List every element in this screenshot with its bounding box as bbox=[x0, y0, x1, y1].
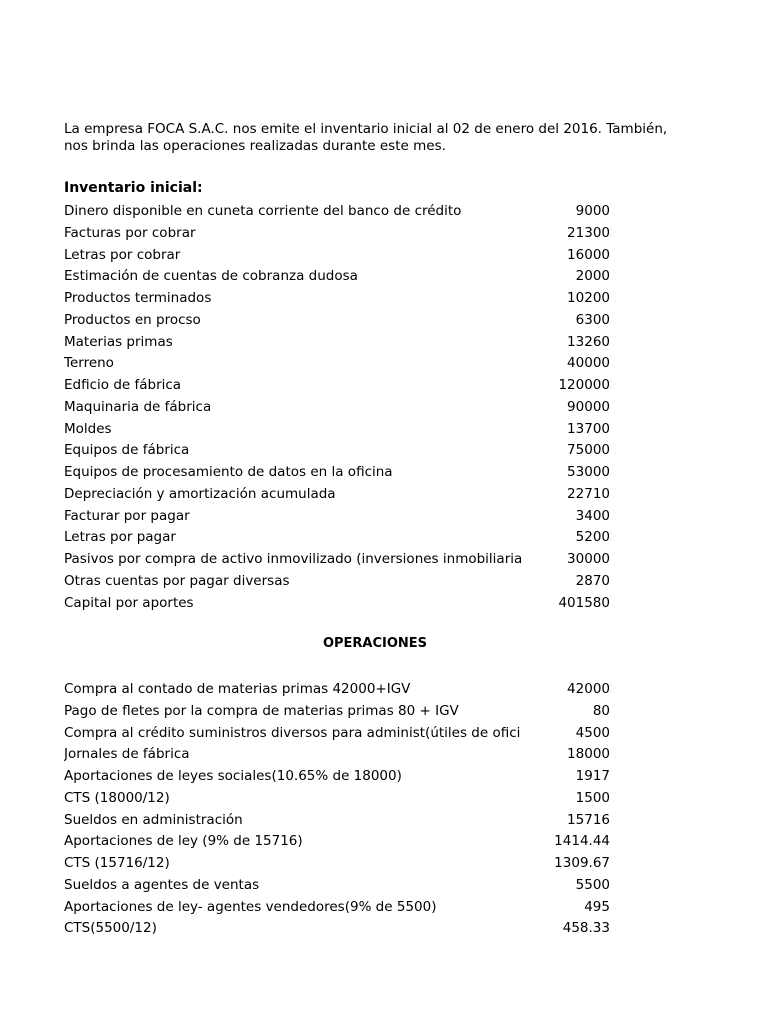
operaciones-row-amount: 18000 bbox=[567, 746, 610, 763]
inventario-row-label: Estimación de cuentas de cobranza dudosa bbox=[64, 268, 358, 285]
inventario-row-label: Edficio de fábrica bbox=[64, 377, 182, 393]
operaciones-row-amount: 80 bbox=[592, 702, 610, 719]
inventario-row-label: Productos terminados bbox=[64, 290, 212, 306]
inventario-row bbox=[64, 223, 610, 245]
inventario-row bbox=[64, 440, 610, 462]
intro-line-1: La empresa FOCA S.A.C. nos emite el inventario inicial al 02 de enero del 2016. También, bbox=[64, 121, 668, 137]
inventario-row bbox=[64, 484, 610, 506]
inventario-row-amount: 13260 bbox=[567, 333, 610, 350]
inventario-row-amount: 53000 bbox=[567, 464, 610, 480]
operaciones-row-amount: 495 bbox=[584, 898, 610, 915]
operaciones-row bbox=[64, 788, 610, 810]
inventario-row-amount: 21300 bbox=[567, 224, 610, 241]
inventario-row bbox=[64, 353, 610, 375]
operaciones-row bbox=[64, 723, 610, 745]
inventario-row bbox=[64, 462, 610, 484]
inventario-row-label: Otras cuentas por pagar diversas bbox=[64, 572, 290, 589]
inventario-row-label: Facturas por cobrar bbox=[64, 224, 196, 241]
inventario-row bbox=[64, 332, 610, 354]
inventario-row-amount: 90000 bbox=[567, 398, 610, 415]
inventario-row-amount: 16000 bbox=[567, 246, 610, 263]
inventario-row-amount: 30000 bbox=[567, 551, 610, 567]
inventario-row-label: Letras por pagar bbox=[64, 529, 176, 546]
operaciones-row-amount: 5500 bbox=[575, 876, 610, 893]
operaciones-row bbox=[64, 766, 610, 788]
inventario-row-amount: 120000 bbox=[558, 377, 610, 393]
operaciones-row-amount: 458.33 bbox=[562, 920, 610, 937]
inventario-row bbox=[64, 527, 610, 549]
inventario-row-label: Pasivos por compra de activo inmovilizado (inversiones inmobiliaria bbox=[64, 551, 523, 567]
inventario-row-label: Letras por cobrar bbox=[64, 246, 181, 263]
operaciones-row-label: CTS (18000/12) bbox=[64, 789, 170, 806]
inventario-row bbox=[64, 245, 610, 267]
operaciones-title: OPERACIONES bbox=[322, 636, 428, 651]
inventario-row-amount: 5200 bbox=[575, 529, 610, 546]
operaciones-row-label: Aportaciones de leyes sociales(10.65% de 18000) bbox=[64, 768, 402, 784]
inventario-row-amount: 13700 bbox=[567, 420, 610, 437]
inventario-list bbox=[64, 201, 610, 614]
operaciones-row bbox=[64, 701, 610, 723]
inventario-row bbox=[64, 419, 610, 441]
inventario-row-label: Terreno bbox=[64, 355, 114, 372]
inventario-row-label: Equipos de fábrica bbox=[64, 442, 190, 459]
inventario-row-label: Equipos de procesamiento de datos en la oficina bbox=[64, 464, 393, 480]
operaciones-row bbox=[64, 831, 610, 853]
inventario-row bbox=[64, 266, 610, 288]
operaciones-row bbox=[64, 897, 610, 919]
inventario-row bbox=[64, 310, 610, 332]
inventario-row-amount: 2870 bbox=[575, 572, 610, 589]
operaciones-row-label: Compra al crédito suministros diversos para administ(útiles de ofici bbox=[64, 724, 521, 741]
operaciones-row bbox=[64, 853, 610, 875]
inventario-row-amount: 9000 bbox=[575, 203, 610, 219]
operaciones-row-amount: 1917 bbox=[575, 768, 610, 784]
inventario-row-amount: 75000 bbox=[567, 442, 610, 459]
inventario-row-amount: 22710 bbox=[567, 485, 610, 502]
inventario-row bbox=[64, 201, 610, 223]
operaciones-row-amount: 15716 bbox=[567, 811, 610, 828]
operaciones-row-label: Jornales de fábrica bbox=[64, 746, 190, 763]
inventario-row bbox=[64, 397, 610, 419]
operaciones-row-amount: 1500 bbox=[575, 789, 610, 806]
inventario-row-label: Productos en procso bbox=[64, 311, 201, 328]
inventario-row-amount: 40000 bbox=[567, 355, 610, 372]
inventario-row-label: Materias primas bbox=[64, 333, 173, 350]
operaciones-row bbox=[64, 810, 610, 832]
operaciones-list bbox=[64, 679, 610, 940]
operaciones-row-label: Sueldos en administración bbox=[64, 811, 243, 828]
operaciones-row-label: CTS(5500/12) bbox=[64, 920, 157, 937]
intro-paragraph bbox=[64, 121, 704, 155]
inventario-row bbox=[64, 375, 610, 397]
operaciones-row bbox=[64, 679, 610, 701]
operaciones-row-label: CTS (15716/12) bbox=[64, 855, 170, 871]
inventario-row bbox=[64, 506, 610, 528]
inventario-row-label: Capital por aportes bbox=[64, 594, 194, 611]
operaciones-row-label: Compra al contado de materias primas 42000+IGV bbox=[64, 681, 411, 697]
inventario-row bbox=[64, 288, 610, 310]
operaciones-row-label: Pago de fletes por la compra de materias primas 80 + IGV bbox=[64, 702, 459, 719]
operaciones-row-amount: 1414.44 bbox=[554, 833, 610, 850]
operaciones-row bbox=[64, 918, 610, 940]
inventario-row-label: Maquinaria de fábrica bbox=[64, 398, 212, 415]
operaciones-row-label: Aportaciones de ley- agentes vendedores(9% de 5500) bbox=[64, 898, 437, 915]
intro-line-2: nos brinda las operaciones realizadas durante este mes. bbox=[64, 138, 446, 154]
inventario-row-amount: 3400 bbox=[575, 507, 610, 524]
operaciones-row-label: Sueldos a agentes de ventas bbox=[64, 876, 260, 893]
inventario-row-amount: 10200 bbox=[567, 290, 610, 306]
operaciones-row bbox=[64, 875, 610, 897]
inventario-row-label: Depreciación y amortización acumulada bbox=[64, 485, 336, 502]
inventario-row bbox=[64, 549, 610, 571]
inventario-row bbox=[64, 593, 610, 615]
inventario-row-label: Facturar por pagar bbox=[64, 507, 190, 524]
operaciones-row-amount: 1309.67 bbox=[554, 855, 610, 871]
inventario-title: Inventario inicial: bbox=[64, 180, 203, 196]
inventario-row-amount: 401580 bbox=[558, 594, 610, 611]
operaciones-row bbox=[64, 744, 610, 766]
inventario-row bbox=[64, 571, 610, 593]
inventario-row-amount: 2000 bbox=[575, 268, 610, 285]
inventario-row-amount: 6300 bbox=[575, 311, 610, 328]
operaciones-row-amount: 4500 bbox=[575, 724, 610, 741]
operaciones-row-amount: 42000 bbox=[567, 681, 610, 697]
operaciones-row-label: Aportaciones de ley (9% de 15716) bbox=[64, 833, 303, 850]
inventario-row-label: Dinero disponible en cuneta corriente del banco de crédito bbox=[64, 203, 462, 219]
inventario-row-label: Moldes bbox=[64, 420, 112, 437]
